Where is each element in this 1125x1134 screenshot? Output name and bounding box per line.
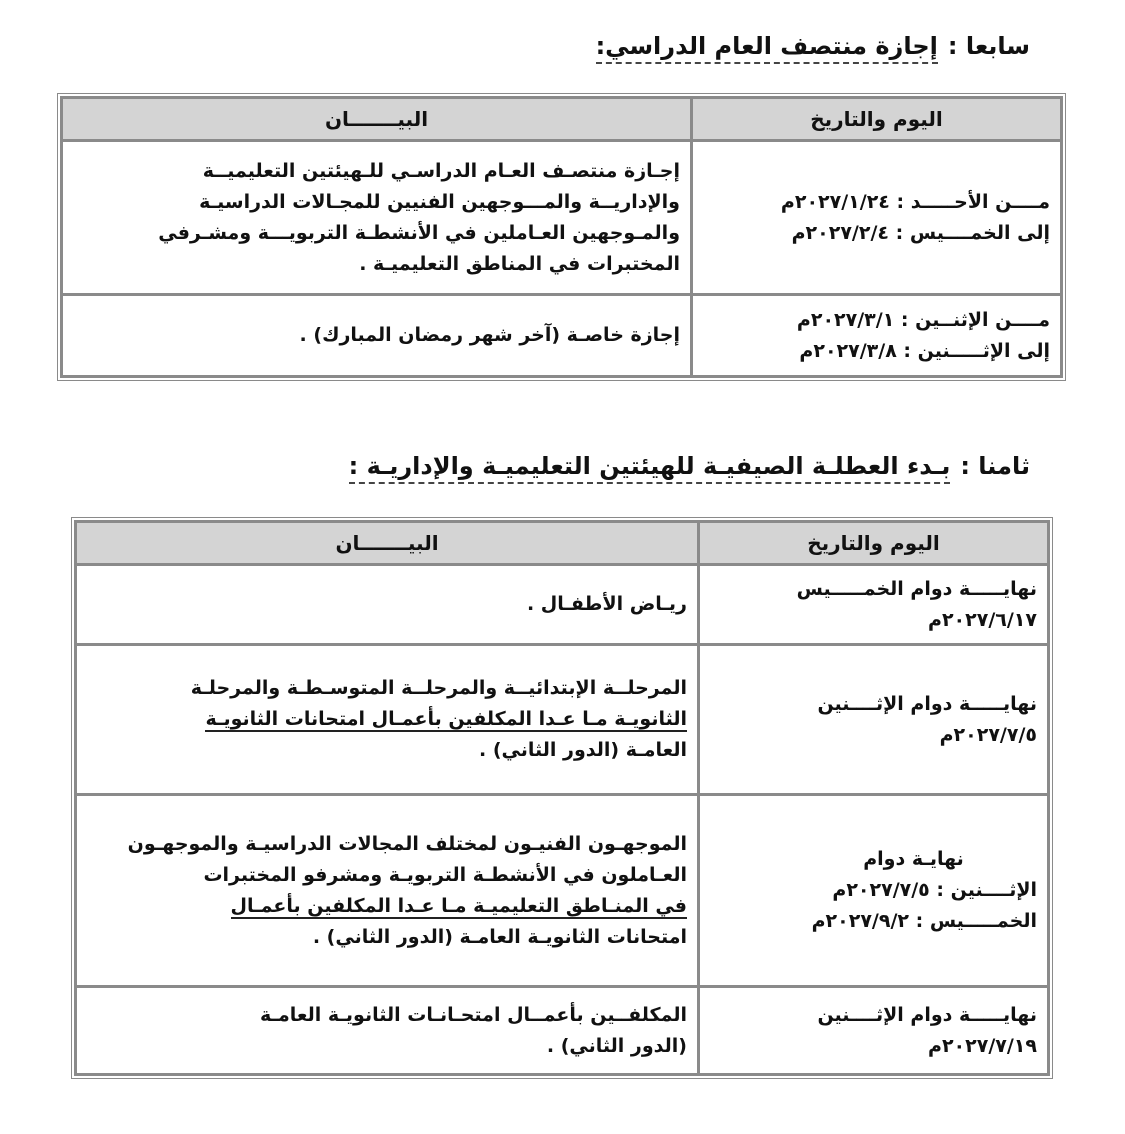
- description-cell: [76, 565, 699, 645]
- date-line: ٢٠٢٧/٧/١٩م: [928, 1034, 1037, 1057]
- description-column-header: البيـــــــان: [76, 522, 699, 565]
- description-line: [87, 704, 687, 735]
- description-line: ريـاض الأطفـال .: [526, 593, 687, 615]
- section-8-heading: [349, 452, 1030, 480]
- description-line: العامـة (الدور الثاني) .: [479, 739, 687, 761]
- date-line: ٢٠٢٧/٧/٥م: [939, 723, 1037, 746]
- date-cell: [699, 645, 1049, 795]
- description-cell: [62, 295, 692, 377]
- description-cell: [76, 987, 699, 1075]
- date-column-header: اليوم والتاريخ: [699, 522, 1049, 565]
- date-line: ٢٠٢٧/٦/١٧م: [928, 608, 1037, 631]
- table-row: [76, 565, 1049, 645]
- description-column-header: البيـــــــان: [62, 98, 692, 141]
- date-column-header: اليوم والتاريخ: [692, 98, 1062, 141]
- underlined-text: في المنـاطق التعليميـة مـا عـدا المكلفين بأعمـال: [230, 894, 687, 917]
- table-row: [62, 295, 1062, 377]
- description-line: إجازة خاصـة (آخر شهر رمضان المبارك) .: [299, 324, 680, 346]
- summer-vacation-table: [74, 520, 1050, 1076]
- section-7-title: إجازة منتصف العام الدراسي:: [596, 32, 938, 64]
- date-line: إلى الخمــــيس : ٢٠٢٧/٢/٤م: [791, 221, 1050, 244]
- midyear-vacation-table: [60, 96, 1063, 378]
- underlined-text: الثانويـة مـا عـدا المكلفين بأعمـال امتحانات الثانويـة: [205, 708, 687, 730]
- date-line: نهايـــــة دوام الإثــــنين: [817, 1003, 1037, 1026]
- table-row: [62, 141, 1062, 295]
- description-cell: [76, 795, 699, 987]
- table-row: [76, 645, 1049, 795]
- description-line: الموجهـون الفنيـون لمختلف المجالات الدراسيـة والموجهـون: [127, 832, 687, 855]
- date-line: نهايـة دوام: [863, 848, 964, 870]
- date-cell: [699, 565, 1049, 645]
- date-cell: [699, 987, 1049, 1075]
- description-line: المختبرات في المناطق التعليميـة .: [359, 252, 680, 275]
- section-8-label: ثامنا :: [960, 452, 1030, 480]
- description-line: إجـازة منتصـف العـام الدراسـي للـهيئتين التعليميــة: [202, 159, 680, 182]
- description-line: العـاملون في الأنشطـة التربويـة ومشرفو المختبرات: [203, 863, 687, 886]
- date-line: نهايـــــة دوام الخمـــــيس: [796, 577, 1037, 600]
- section-7-label: سابعا :: [947, 32, 1030, 60]
- description-line: المكلفــين بأعمــال امتحـانـات الثانويـة العامـة: [260, 1003, 687, 1026]
- table-row: [76, 795, 1049, 987]
- date-cell: [692, 141, 1062, 295]
- description-line: امتحانات الثانويـة العامـة (الدور الثاني) .: [312, 925, 687, 948]
- description-line: المرحلــة الإبتدائيــة والمرحلــة المتوسـطـة والمرحلـة: [190, 677, 687, 699]
- description-line: والمـوجهين العـاملين في الأنشطـة التربويـــة ومشـرفي: [158, 221, 680, 244]
- description-cell: [62, 141, 692, 295]
- section-8-title: بـدء العطلـة الصيفيـة للهيئتين التعليميـة والإداريـة :: [349, 452, 951, 484]
- description-cell: [76, 645, 699, 795]
- table-row: [76, 987, 1049, 1075]
- date-cell: [692, 295, 1062, 377]
- section-7-heading: [596, 32, 1030, 60]
- description-line: والإداريــة والمـــوجهين الفنيين للمجـالات الدراسيـة: [199, 190, 680, 213]
- description-line: (الدور الثاني) .: [546, 1034, 687, 1057]
- date-line: مــــن الإثنــين : ٢٠٢٧/٣/١م: [796, 308, 1050, 331]
- description-line: [87, 891, 687, 922]
- table-header-row: [76, 522, 1049, 565]
- date-line: إلى الإثـــــنين : ٢٠٢٧/٣/٨م: [799, 339, 1050, 362]
- date-line: نهايـــــة دوام الإثــــنين: [817, 692, 1037, 715]
- date-line: الإثــــنين : ٢٠٢٧/٧/٥م: [832, 879, 1037, 901]
- table-header-row: [62, 98, 1062, 141]
- date-line: الخمـــــيس : ٢٠٢٧/٩/٢م: [811, 910, 1037, 932]
- date-cell: [699, 795, 1049, 987]
- date-line: مــــن الأحـــــد : ٢٠٢٧/١/٢٤م: [780, 190, 1050, 213]
